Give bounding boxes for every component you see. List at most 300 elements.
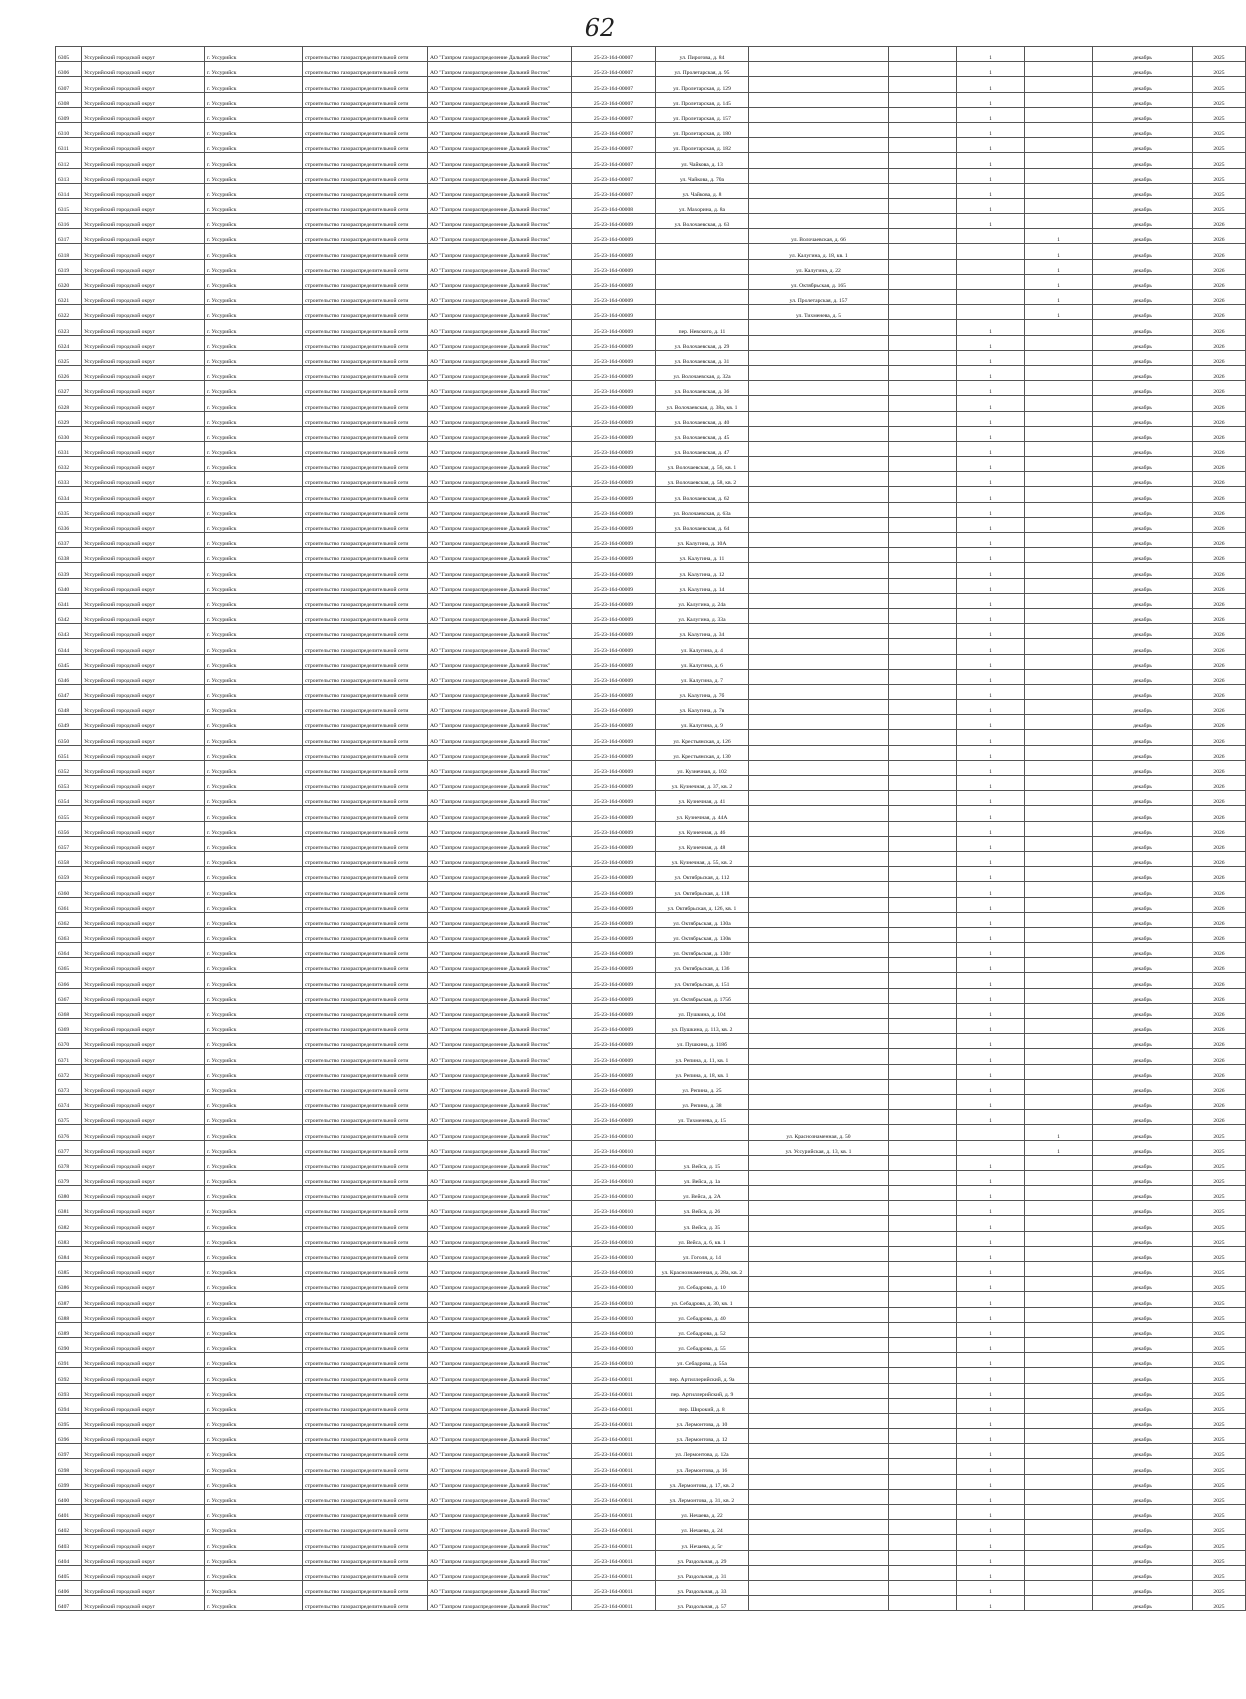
empty-cell xyxy=(889,1186,957,1201)
work-type-cell: строительство газораспределительной сети xyxy=(303,183,428,198)
work-type-cell: строительство газораспределительной сети xyxy=(303,730,428,745)
address-secondary-cell xyxy=(749,411,889,426)
work-type-cell: строительство газораспределительной сети xyxy=(303,472,428,487)
organization-cell: АО "Газпром газораспределение Дальний Восток" xyxy=(428,867,572,882)
row-number: 6376 xyxy=(56,1125,82,1140)
empty-cell xyxy=(889,943,957,958)
table-row xyxy=(56,851,1246,866)
address-secondary-cell xyxy=(749,1580,889,1595)
organization-cell: АО "Газпром газораспределение Дальний Восток" xyxy=(428,608,572,623)
municipality-cell: Уссурийский городской округ xyxy=(82,1444,205,1459)
city-cell: г. Уссурийск xyxy=(205,684,303,699)
work-type-cell: строительство газораспределительной сети xyxy=(303,457,428,472)
quantity-cell: 1 xyxy=(957,700,1025,715)
row-number: 6359 xyxy=(56,867,82,882)
year-cell: 2025 xyxy=(1193,1337,1246,1352)
table-row xyxy=(56,62,1246,77)
quantity-cell: 1 xyxy=(957,1459,1025,1474)
empty-cell xyxy=(889,107,957,122)
row-number: 6351 xyxy=(56,745,82,760)
municipality-cell: Уссурийский городской округ xyxy=(82,1580,205,1595)
address-cell: ул. Калугина, д. 7б xyxy=(656,684,749,699)
municipality-cell: Уссурийский городской округ xyxy=(82,776,205,791)
work-type-cell: строительство газораспределительной сети xyxy=(303,305,428,320)
municipality-cell: Уссурийский городской округ xyxy=(82,851,205,866)
project-code-cell: 25-23-164-00009 xyxy=(572,1079,656,1094)
row-number: 6373 xyxy=(56,1079,82,1094)
city-cell: г. Уссурийск xyxy=(205,122,303,137)
row-number: 6346 xyxy=(56,669,82,684)
empty-cell xyxy=(889,1216,957,1231)
month-cell: декабрь xyxy=(1093,1596,1193,1611)
year-cell: 2025 xyxy=(1193,1368,1246,1383)
empty-cell xyxy=(889,730,957,745)
municipality-cell: Уссурийский городской округ xyxy=(82,836,205,851)
address-secondary-cell xyxy=(749,472,889,487)
work-type-cell: строительство газораспределительной сети xyxy=(303,988,428,1003)
row-number: 6378 xyxy=(56,1155,82,1170)
project-code-cell: 25-23-164-00008 xyxy=(572,198,656,213)
organization-cell: АО "Газпром газораспределение Дальний Восток" xyxy=(428,365,572,380)
city-cell: г. Уссурийск xyxy=(205,1429,303,1444)
quantity-secondary-cell xyxy=(1025,533,1093,548)
month-cell: декабрь xyxy=(1093,1049,1193,1064)
city-cell: г. Уссурийск xyxy=(205,1368,303,1383)
city-cell: г. Уссурийск xyxy=(205,988,303,1003)
row-number: 6400 xyxy=(56,1489,82,1504)
quantity-cell: 1 xyxy=(957,426,1025,441)
organization-cell: АО "Газпром газораспределение Дальний Восток" xyxy=(428,229,572,244)
empty-cell xyxy=(889,411,957,426)
year-cell: 2026 xyxy=(1193,745,1246,760)
quantity-cell: 1 xyxy=(957,472,1025,487)
organization-cell: АО "Газпром газораспределение Дальний Восток" xyxy=(428,1505,572,1520)
address-secondary-cell xyxy=(749,1064,889,1079)
address-cell: ул. Раздольная, д. 31 xyxy=(656,1565,749,1580)
empty-cell xyxy=(889,274,957,289)
municipality-cell: Уссурийский городской округ xyxy=(82,1429,205,1444)
municipality-cell: Уссурийский городской округ xyxy=(82,320,205,335)
address-cell: ул. Волочаевская, д. 45 xyxy=(656,426,749,441)
quantity-cell: 1 xyxy=(957,1034,1025,1049)
row-number: 6314 xyxy=(56,183,82,198)
address-secondary-cell xyxy=(749,62,889,77)
table-row xyxy=(56,381,1246,396)
city-cell: г. Уссурийск xyxy=(205,411,303,426)
work-type-cell: строительство газораспределительной сети xyxy=(303,533,428,548)
project-code-cell: 25-23-164-00009 xyxy=(572,244,656,259)
project-code-cell: 25-23-164-00009 xyxy=(572,472,656,487)
quantity-cell: 1 xyxy=(957,988,1025,1003)
quantity-cell: 1 xyxy=(957,320,1025,335)
table-row xyxy=(56,77,1246,92)
city-cell: г. Уссурийск xyxy=(205,92,303,107)
row-number: 6381 xyxy=(56,1201,82,1216)
municipality-cell: Уссурийский городской округ xyxy=(82,457,205,472)
address-cell: ул. Раздольная, д. 33 xyxy=(656,1580,749,1595)
month-cell: декабрь xyxy=(1093,1201,1193,1216)
month-cell: декабрь xyxy=(1093,1459,1193,1474)
table-row xyxy=(56,350,1246,365)
row-number: 6344 xyxy=(56,639,82,654)
address-secondary-cell xyxy=(749,1535,889,1550)
month-cell: декабрь xyxy=(1093,183,1193,198)
work-type-cell: строительство газораспределительной сети xyxy=(303,1505,428,1520)
quantity-cell: 1 xyxy=(957,624,1025,639)
year-cell: 2025 xyxy=(1193,1125,1246,1140)
work-type-cell: строительство газораспределительной сети xyxy=(303,1535,428,1550)
municipality-cell: Уссурийский городской округ xyxy=(82,229,205,244)
month-cell: декабрь xyxy=(1093,396,1193,411)
address-cell xyxy=(656,305,749,320)
row-number: 6401 xyxy=(56,1505,82,1520)
address-secondary-cell xyxy=(749,973,889,988)
month-cell: декабрь xyxy=(1093,122,1193,137)
work-type-cell: строительство газораспределительной сети xyxy=(303,1459,428,1474)
year-cell: 2025 xyxy=(1193,1155,1246,1170)
quantity-secondary-cell xyxy=(1025,1186,1093,1201)
table-row xyxy=(56,1019,1246,1034)
month-cell: декабрь xyxy=(1093,335,1193,350)
project-code-cell: 25-23-164-00009 xyxy=(572,912,656,927)
project-code-cell: 25-23-164-00010 xyxy=(572,1292,656,1307)
quantity-cell: 1 xyxy=(957,745,1025,760)
quantity-cell: 1 xyxy=(957,882,1025,897)
month-cell: декабрь xyxy=(1093,1140,1193,1155)
work-type-cell: строительство газораспределительной сети xyxy=(303,1201,428,1216)
city-cell: г. Уссурийск xyxy=(205,1292,303,1307)
month-cell: декабрь xyxy=(1093,867,1193,882)
table-row xyxy=(56,472,1246,487)
organization-cell: АО "Газпром газораспределение Дальний Восток" xyxy=(428,730,572,745)
quantity-secondary-cell xyxy=(1025,1565,1093,1580)
empty-cell xyxy=(889,1413,957,1428)
organization-cell: АО "Газпром газораспределение Дальний Восток" xyxy=(428,669,572,684)
quantity-cell: 1 xyxy=(957,502,1025,517)
quantity-secondary-cell: 1 xyxy=(1025,274,1093,289)
city-cell: г. Уссурийск xyxy=(205,533,303,548)
table-row xyxy=(56,1444,1246,1459)
quantity-secondary-cell xyxy=(1025,1307,1093,1322)
project-code-cell: 25-23-164-00009 xyxy=(572,836,656,851)
quantity-cell xyxy=(957,1140,1025,1155)
work-type-cell: строительство газораспределительной сети xyxy=(303,350,428,365)
project-code-cell: 25-23-164-00010 xyxy=(572,1337,656,1352)
project-code-cell: 25-23-164-00009 xyxy=(572,958,656,973)
row-number: 6313 xyxy=(56,168,82,183)
address-cell: ул. Кузнечная, д. 41 xyxy=(656,791,749,806)
empty-cell xyxy=(889,760,957,775)
quantity-secondary-cell xyxy=(1025,897,1093,912)
municipality-cell: Уссурийский городской округ xyxy=(82,1565,205,1580)
address-cell xyxy=(656,244,749,259)
year-cell: 2026 xyxy=(1193,715,1246,730)
city-cell: г. Уссурийск xyxy=(205,1520,303,1535)
address-cell: ул. Калугина, д. 7в xyxy=(656,700,749,715)
municipality-cell: Уссурийский городской округ xyxy=(82,1550,205,1565)
empty-cell xyxy=(889,791,957,806)
month-cell: декабрь xyxy=(1093,1489,1193,1504)
address-secondary-cell xyxy=(749,1307,889,1322)
address-cell: ул. Октябрьская, д. 130в xyxy=(656,927,749,942)
year-cell: 2025 xyxy=(1193,1429,1246,1444)
city-cell: г. Уссурийск xyxy=(205,851,303,866)
month-cell: декабрь xyxy=(1093,821,1193,836)
address-secondary-cell xyxy=(749,791,889,806)
address-cell xyxy=(656,1125,749,1140)
table-row xyxy=(56,107,1246,122)
month-cell: декабрь xyxy=(1093,290,1193,305)
table-row xyxy=(56,274,1246,289)
year-cell: 2026 xyxy=(1193,608,1246,623)
empty-cell xyxy=(889,244,957,259)
empty-cell xyxy=(889,1550,957,1565)
project-code-cell: 25-23-164-00011 xyxy=(572,1505,656,1520)
work-type-cell: строительство газораспределительной сети xyxy=(303,1520,428,1535)
city-cell: г. Уссурийск xyxy=(205,1505,303,1520)
year-cell: 2025 xyxy=(1193,1216,1246,1231)
address-secondary-cell xyxy=(749,927,889,942)
project-code-cell: 25-23-164-00009 xyxy=(572,715,656,730)
month-cell: декабрь xyxy=(1093,1505,1193,1520)
quantity-secondary-cell xyxy=(1025,1019,1093,1034)
quantity-cell: 1 xyxy=(957,183,1025,198)
empty-cell xyxy=(889,608,957,623)
month-cell: декабрь xyxy=(1093,1565,1193,1580)
address-cell: ул. Лермонтова, д. 12а xyxy=(656,1444,749,1459)
empty-cell xyxy=(889,229,957,244)
city-cell: г. Уссурийск xyxy=(205,1201,303,1216)
organization-cell: АО "Газпром газораспределение Дальний Восток" xyxy=(428,214,572,229)
month-cell: декабрь xyxy=(1093,1292,1193,1307)
project-code-cell: 25-23-164-00009 xyxy=(572,290,656,305)
month-cell: декабрь xyxy=(1093,943,1193,958)
project-code-cell: 25-23-164-00010 xyxy=(572,1155,656,1170)
empty-cell xyxy=(889,1398,957,1413)
table-row xyxy=(56,1535,1246,1550)
table-row xyxy=(56,1140,1246,1155)
work-type-cell: строительство газораспределительной сети xyxy=(303,1596,428,1611)
work-type-cell: строительство газораспределительной сети xyxy=(303,1079,428,1094)
quantity-cell: 1 xyxy=(957,1368,1025,1383)
table-row xyxy=(56,183,1246,198)
row-number: 6380 xyxy=(56,1186,82,1201)
work-type-cell: строительство газораспределительной сети xyxy=(303,1383,428,1398)
city-cell: г. Уссурийск xyxy=(205,867,303,882)
quantity-secondary-cell xyxy=(1025,1368,1093,1383)
quantity-cell: 1 xyxy=(957,62,1025,77)
quantity-secondary-cell xyxy=(1025,1049,1093,1064)
organization-cell: АО "Газпром газораспределение Дальний Восток" xyxy=(428,441,572,456)
address-cell: ул. Вейса, д. 6, кв. 1 xyxy=(656,1231,749,1246)
row-number: 6342 xyxy=(56,608,82,623)
empty-cell xyxy=(889,1596,957,1611)
work-type-cell: строительство газораспределительной сети xyxy=(303,1474,428,1489)
project-code-cell: 25-23-164-00010 xyxy=(572,1140,656,1155)
municipality-cell: Уссурийский городской округ xyxy=(82,1596,205,1611)
month-cell: декабрь xyxy=(1093,1034,1193,1049)
address-cell: пер. Невского, д. 11 xyxy=(656,320,749,335)
project-code-cell: 25-23-164-00009 xyxy=(572,654,656,669)
month-cell: декабрь xyxy=(1093,730,1193,745)
month-cell: декабрь xyxy=(1093,1429,1193,1444)
row-number: 6336 xyxy=(56,517,82,532)
work-type-cell: строительство газораспределительной сети xyxy=(303,715,428,730)
year-cell: 2025 xyxy=(1193,107,1246,122)
organization-cell: АО "Газпром газораспределение Дальний Восток" xyxy=(428,502,572,517)
project-code-cell: 25-23-164-00009 xyxy=(572,988,656,1003)
month-cell: декабрь xyxy=(1093,259,1193,274)
address-secondary-cell xyxy=(749,183,889,198)
quantity-cell: 1 xyxy=(957,669,1025,684)
municipality-cell: Уссурийский городской округ xyxy=(82,684,205,699)
month-cell: декабрь xyxy=(1093,806,1193,821)
address-secondary-cell xyxy=(749,821,889,836)
row-number: 6379 xyxy=(56,1170,82,1185)
work-type-cell: строительство газораспределительной сети xyxy=(303,62,428,77)
address-cell xyxy=(656,259,749,274)
month-cell: декабрь xyxy=(1093,320,1193,335)
organization-cell: АО "Газпром газораспределение Дальний Восток" xyxy=(428,1413,572,1428)
quantity-secondary-cell xyxy=(1025,517,1093,532)
month-cell: декабрь xyxy=(1093,1003,1193,1018)
year-cell: 2025 xyxy=(1193,62,1246,77)
quantity-secondary-cell xyxy=(1025,563,1093,578)
row-number: 6367 xyxy=(56,988,82,1003)
empty-cell xyxy=(889,1429,957,1444)
address-secondary-cell xyxy=(749,715,889,730)
address-secondary-cell xyxy=(749,836,889,851)
city-cell: г. Уссурийск xyxy=(205,776,303,791)
quantity-secondary-cell xyxy=(1025,198,1093,213)
quantity-secondary-cell: 1 xyxy=(1025,229,1093,244)
quantity-cell: 1 xyxy=(957,365,1025,380)
table-row xyxy=(56,533,1246,548)
address-cell: ул. Нечаева, д. 24 xyxy=(656,1520,749,1535)
row-number: 6368 xyxy=(56,1003,82,1018)
table-row xyxy=(56,396,1246,411)
project-code-cell: 25-23-164-00009 xyxy=(572,426,656,441)
year-cell: 2026 xyxy=(1193,290,1246,305)
address-cell: ул. Себадрова, д. 30, кв. 1 xyxy=(656,1292,749,1307)
project-code-cell: 25-23-164-00009 xyxy=(572,669,656,684)
municipality-cell: Уссурийский городской округ xyxy=(82,1505,205,1520)
quantity-cell xyxy=(957,290,1025,305)
address-secondary-cell xyxy=(749,806,889,821)
project-code-cell: 25-23-164-00007 xyxy=(572,77,656,92)
quantity-secondary-cell xyxy=(1025,639,1093,654)
empty-cell xyxy=(889,350,957,365)
city-cell: г. Уссурийск xyxy=(205,107,303,122)
quantity-secondary-cell xyxy=(1025,47,1093,62)
empty-cell xyxy=(889,973,957,988)
address-secondary-cell xyxy=(749,563,889,578)
work-type-cell: строительство газораспределительной сети xyxy=(303,426,428,441)
quantity-secondary-cell xyxy=(1025,1459,1093,1474)
quantity-cell: 1 xyxy=(957,1216,1025,1231)
address-secondary-cell xyxy=(749,988,889,1003)
city-cell: г. Уссурийск xyxy=(205,745,303,760)
address-cell: ул. Пушкина, д. 104 xyxy=(656,1003,749,1018)
empty-cell xyxy=(889,912,957,927)
month-cell: декабрь xyxy=(1093,229,1193,244)
month-cell: декабрь xyxy=(1093,639,1193,654)
quantity-secondary-cell xyxy=(1025,1064,1093,1079)
year-cell: 2026 xyxy=(1193,229,1246,244)
address-secondary-cell xyxy=(749,1079,889,1094)
organization-cell: АО "Газпром газораспределение Дальний Восток" xyxy=(428,1170,572,1185)
quantity-cell: 1 xyxy=(957,1003,1025,1018)
work-type-cell: строительство газораспределительной сети xyxy=(303,1094,428,1109)
project-code-cell: 25-23-164-00009 xyxy=(572,1110,656,1125)
table-row xyxy=(56,229,1246,244)
project-code-cell: 25-23-164-00009 xyxy=(572,776,656,791)
month-cell: декабрь xyxy=(1093,533,1193,548)
empty-cell xyxy=(889,1064,957,1079)
municipality-cell: Уссурийский городской округ xyxy=(82,214,205,229)
work-type-cell: строительство газораспределительной сети xyxy=(303,882,428,897)
address-cell: ул. Пушкина, д. 118б xyxy=(656,1034,749,1049)
row-number: 6388 xyxy=(56,1307,82,1322)
year-cell: 2026 xyxy=(1193,806,1246,821)
address-secondary-cell xyxy=(749,1383,889,1398)
address-cell: ул. Пушкина, д. 113, кв. 2 xyxy=(656,1019,749,1034)
year-cell: 2025 xyxy=(1193,1277,1246,1292)
row-number: 6340 xyxy=(56,578,82,593)
project-code-cell: 25-23-164-00009 xyxy=(572,548,656,563)
project-code-cell: 25-23-164-00010 xyxy=(572,1277,656,1292)
address-cell xyxy=(656,274,749,289)
organization-cell: АО "Газпром газораспределение Дальний Восток" xyxy=(428,1550,572,1565)
municipality-cell: Уссурийский городской округ xyxy=(82,745,205,760)
month-cell: декабрь xyxy=(1093,1110,1193,1125)
address-secondary-cell xyxy=(749,776,889,791)
quantity-secondary-cell xyxy=(1025,1337,1093,1352)
project-code-cell: 25-23-164-00009 xyxy=(572,760,656,775)
municipality-cell: Уссурийский городской округ xyxy=(82,943,205,958)
table-row xyxy=(56,700,1246,715)
municipality-cell: Уссурийский городской округ xyxy=(82,973,205,988)
empty-cell xyxy=(889,1262,957,1277)
month-cell: декабрь xyxy=(1093,1337,1193,1352)
quantity-secondary-cell xyxy=(1025,1353,1093,1368)
address-cell: ул. Себадрова, д. 52 xyxy=(656,1322,749,1337)
project-code-cell: 25-23-164-00011 xyxy=(572,1596,656,1611)
city-cell: г. Уссурийск xyxy=(205,730,303,745)
work-type-cell: строительство газораспределительной сети xyxy=(303,229,428,244)
quantity-cell: 1 xyxy=(957,1322,1025,1337)
work-type-cell: строительство газораспределительной сети xyxy=(303,654,428,669)
month-cell: декабрь xyxy=(1093,912,1193,927)
quantity-cell: 1 xyxy=(957,943,1025,958)
municipality-cell: Уссурийский городской округ xyxy=(82,1186,205,1201)
municipality-cell: Уссурийский городской округ xyxy=(82,290,205,305)
empty-cell xyxy=(889,958,957,973)
work-type-cell: строительство газораспределительной сети xyxy=(303,1110,428,1125)
table-row xyxy=(56,593,1246,608)
quantity-cell: 1 xyxy=(957,958,1025,973)
municipality-cell: Уссурийский городской округ xyxy=(82,198,205,213)
quantity-cell: 1 xyxy=(957,1064,1025,1079)
work-type-cell: строительство газораспределительной сети xyxy=(303,791,428,806)
work-type-cell: строительство газораспределительной сети xyxy=(303,138,428,153)
municipality-cell: Уссурийский городской округ xyxy=(82,1201,205,1216)
quantity-secondary-cell xyxy=(1025,821,1093,836)
project-code-cell: 25-23-164-00009 xyxy=(572,1034,656,1049)
quantity-secondary-cell xyxy=(1025,92,1093,107)
organization-cell: АО "Газпром газораспределение Дальний Восток" xyxy=(428,138,572,153)
address-cell: ул. Репина, д. 38 xyxy=(656,1094,749,1109)
